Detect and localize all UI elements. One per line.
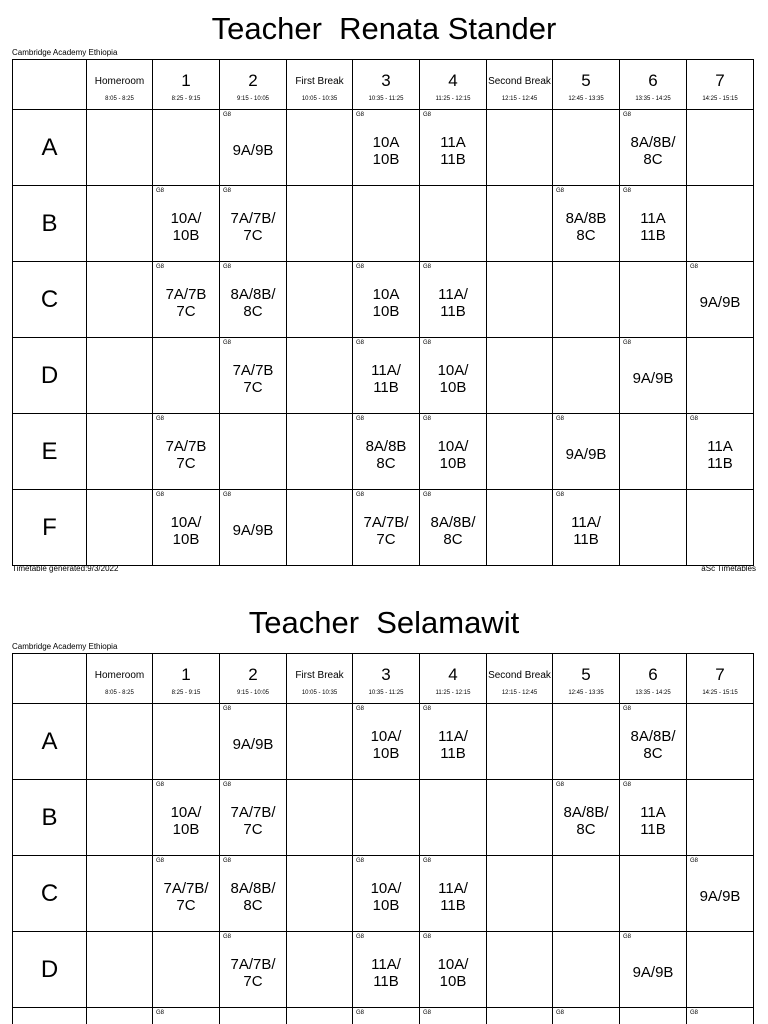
period-name: 1 (181, 664, 191, 684)
timetable-grid (12, 653, 754, 1024)
day-label: C (13, 262, 87, 338)
lesson-cell (353, 856, 420, 932)
period-time: 14:25 - 15:15 (702, 689, 738, 696)
period-header (87, 654, 153, 704)
class-groups: 9A/9B (232, 522, 274, 539)
grade-tag: G8 (690, 416, 699, 422)
lesson-cell (220, 490, 287, 566)
class-groups: 7A/7B 7C (165, 437, 207, 472)
class-groups: 8A/8B 8C (565, 209, 607, 244)
class-groups: 9A/9B (632, 964, 674, 981)
period-time: 12:45 - 13:35 (568, 95, 604, 102)
break-cell (487, 704, 553, 780)
period-header (220, 654, 287, 704)
lesson-cell (687, 186, 754, 262)
class-groups: 9A/9B (699, 888, 741, 905)
lesson-cell (687, 490, 754, 566)
period-time: 11:25 - 12:15 (435, 689, 471, 696)
timetable-sheet-selamawit (0, 594, 768, 1024)
break-cell (487, 262, 553, 338)
class-groups: 7A/7B/ 7C (363, 513, 409, 548)
day-label (13, 1008, 87, 1024)
day-row (13, 1008, 754, 1024)
period-header (420, 654, 487, 704)
school-name: Cambridge Academy Ethiopia (12, 48, 118, 57)
class-groups: 10A/ 10B (170, 209, 202, 244)
period-header (220, 60, 287, 110)
period-time: 14:25 - 15:15 (702, 95, 738, 102)
lesson-cell (153, 856, 220, 932)
period-name: 3 (381, 70, 391, 90)
grade-tag: G8 (156, 264, 165, 270)
class-groups: 11A/ 11B (571, 513, 601, 548)
period-time: 13:35 - 14:25 (635, 95, 671, 102)
break-cell (487, 338, 553, 414)
lesson-cell (220, 1008, 287, 1024)
lesson-cell (553, 186, 620, 262)
day-row (13, 856, 754, 932)
period-name: Second Break (488, 669, 551, 681)
grade-tag: G8 (356, 858, 365, 864)
class-groups: 7A/7B 7C (165, 285, 207, 320)
break-cell (287, 1008, 353, 1024)
period-header (553, 654, 620, 704)
lesson-cell (687, 704, 754, 780)
grade-tag: G8 (623, 934, 632, 940)
grade-tag: G8 (156, 416, 165, 422)
break-cell (487, 414, 553, 490)
lesson-cell (620, 338, 687, 414)
lesson-cell (553, 262, 620, 338)
lesson-cell (620, 932, 687, 1008)
grade-tag: G8 (356, 416, 365, 422)
day-label: C (13, 856, 87, 932)
break-cell (487, 932, 553, 1008)
class-groups: 10A 10B (372, 285, 400, 320)
lesson-cell (420, 414, 487, 490)
day-row (13, 704, 754, 780)
grade-tag: G8 (223, 188, 232, 194)
day-label: B (13, 186, 87, 262)
grade-tag: G8 (556, 188, 565, 194)
period-time: 10:05 - 10:35 (301, 95, 338, 102)
class-groups: 11A 11B (640, 803, 666, 838)
class-groups: 7A/7B 7C (232, 361, 274, 396)
class-groups: 11A/ 11B (438, 879, 468, 914)
lesson-cell (687, 110, 754, 186)
grade-tag: G8 (156, 492, 165, 498)
grade-tag: G8 (356, 112, 365, 118)
period-time: 12:15 - 12:45 (501, 95, 538, 102)
break-cell (287, 110, 353, 186)
period-name: First Break (295, 669, 344, 681)
period-header (353, 654, 420, 704)
break-cell (487, 856, 553, 932)
lesson-cell (220, 338, 287, 414)
day-label: B (13, 780, 87, 856)
grade-tag: G8 (556, 416, 565, 422)
period-header (487, 60, 553, 110)
grade-tag: G8 (690, 1010, 699, 1016)
period-name: 6 (648, 70, 658, 90)
timetable-grid (12, 59, 754, 566)
lesson-cell (87, 856, 153, 932)
grade-tag: G8 (423, 264, 432, 270)
lesson-cell (687, 338, 754, 414)
lesson-cell (553, 338, 620, 414)
lesson-cell (420, 856, 487, 932)
lesson-cell (87, 704, 153, 780)
period-name: 7 (715, 664, 725, 684)
grade-tag: G8 (623, 112, 632, 118)
class-groups: 10A/ 10B (170, 513, 202, 548)
period-header (687, 654, 754, 704)
period-header (353, 60, 420, 110)
grade-tag: G8 (223, 706, 232, 712)
class-groups: 10A/ 10B (170, 803, 202, 838)
lesson-cell (553, 490, 620, 566)
grade-tag: G8 (623, 340, 632, 346)
period-time: 9:15 - 10:05 (236, 689, 270, 696)
lesson-cell (553, 856, 620, 932)
lesson-cell (153, 414, 220, 490)
period-name: First Break (295, 75, 344, 87)
day-label: A (13, 110, 87, 186)
class-groups: 10A 10B (372, 133, 400, 168)
period-name: 3 (381, 664, 391, 684)
lesson-cell (353, 110, 420, 186)
grade-tag: G8 (556, 782, 565, 788)
period-time: 12:45 - 13:35 (568, 689, 604, 696)
class-groups: 9A/9B (565, 446, 607, 463)
period-header (553, 60, 620, 110)
lesson-cell (87, 780, 153, 856)
lesson-cell (620, 262, 687, 338)
class-groups: 10A/ 10B (437, 955, 469, 990)
grade-tag: G8 (423, 858, 432, 864)
grade-tag: G8 (156, 1010, 165, 1016)
grade-tag: G8 (156, 858, 165, 864)
lesson-cell (420, 338, 487, 414)
period-time: 9:15 - 10:05 (236, 95, 270, 102)
break-cell (287, 780, 353, 856)
lesson-cell (153, 1008, 220, 1024)
header-row (13, 60, 754, 110)
lesson-cell (687, 414, 754, 490)
grade-tag: G8 (690, 264, 699, 270)
school-name: Cambridge Academy Ethiopia (12, 642, 118, 651)
grade-tag: G8 (223, 492, 232, 498)
day-label: F (13, 490, 87, 566)
lesson-cell (420, 932, 487, 1008)
lesson-cell (220, 186, 287, 262)
period-time: 8:05 - 8:25 (105, 95, 134, 102)
grade-tag: G8 (423, 706, 432, 712)
grade-tag: G8 (423, 1010, 432, 1016)
lesson-cell (153, 780, 220, 856)
period-name: 7 (715, 70, 725, 90)
class-groups: 11A 11B (440, 133, 466, 168)
lesson-cell (420, 490, 487, 566)
lesson-cell (420, 110, 487, 186)
lesson-cell (220, 704, 287, 780)
lesson-cell (153, 338, 220, 414)
class-groups: 10A/ 10B (437, 437, 469, 472)
lesson-cell (87, 186, 153, 262)
period-time: 10:05 - 10:35 (301, 689, 338, 696)
lesson-cell (420, 780, 487, 856)
timetable-generated-date: Timetable generated:9/3/2022 (12, 564, 119, 573)
lesson-cell (220, 414, 287, 490)
lesson-cell (87, 932, 153, 1008)
class-groups: 7A/7B/ 7C (230, 803, 276, 838)
grade-tag: G8 (223, 264, 232, 270)
break-cell (487, 490, 553, 566)
day-label: E (13, 414, 87, 490)
period-name: Homeroom (94, 669, 145, 681)
lesson-cell (153, 262, 220, 338)
period-header (87, 60, 153, 110)
period-name: Homeroom (94, 75, 145, 87)
break-cell (287, 262, 353, 338)
grade-tag: G8 (356, 1010, 365, 1016)
lesson-cell (220, 932, 287, 1008)
period-header (487, 654, 553, 704)
lesson-cell (153, 932, 220, 1008)
grade-tag: G8 (623, 188, 632, 194)
lesson-cell (687, 1008, 754, 1024)
class-groups: 9A/9B (699, 294, 741, 311)
grade-tag: G8 (223, 112, 232, 118)
grade-tag: G8 (423, 934, 432, 940)
grade-tag: G8 (223, 934, 232, 940)
class-groups: 11A/ 11B (371, 361, 401, 396)
grade-tag: G8 (623, 706, 632, 712)
grade-tag: G8 (356, 706, 365, 712)
class-groups: 8A/8B/ 8C (630, 727, 676, 762)
class-groups: 7A/7B/ 7C (230, 209, 276, 244)
lesson-cell (153, 704, 220, 780)
lesson-cell (687, 780, 754, 856)
lesson-cell (620, 1008, 687, 1024)
lesson-cell (153, 110, 220, 186)
period-name: Second Break (488, 75, 551, 87)
break-cell (487, 1008, 553, 1024)
lesson-cell (220, 262, 287, 338)
lesson-cell (353, 490, 420, 566)
header-row (13, 654, 754, 704)
period-name: 2 (248, 70, 258, 90)
day-row (13, 186, 754, 262)
lesson-cell (353, 186, 420, 262)
lesson-cell (620, 414, 687, 490)
break-cell (287, 704, 353, 780)
class-groups: 11A/ 11B (438, 727, 468, 762)
lesson-cell (87, 1008, 153, 1024)
break-cell (287, 490, 353, 566)
lesson-cell (620, 780, 687, 856)
class-groups: 7A/7B/ 7C (163, 879, 209, 914)
period-time: 8:25 - 9:15 (171, 95, 201, 102)
class-groups: 10A/ 10B (437, 361, 469, 396)
lesson-cell (353, 780, 420, 856)
teacher-title: Teacher Selamawit (248, 605, 520, 640)
day-row (13, 338, 754, 414)
lesson-cell (87, 262, 153, 338)
grade-tag: G8 (423, 492, 432, 498)
lesson-cell (553, 780, 620, 856)
grade-tag: G8 (556, 492, 565, 498)
lesson-cell (220, 856, 287, 932)
class-groups: 11A/ 11B (371, 955, 401, 990)
lesson-cell (420, 186, 487, 262)
day-row (13, 262, 754, 338)
period-header (153, 654, 220, 704)
lesson-cell (353, 338, 420, 414)
lesson-cell (420, 262, 487, 338)
class-groups: 8A/8B/ 8C (563, 803, 609, 838)
class-groups: 8A/8B/ 8C (230, 879, 276, 914)
lesson-cell (620, 490, 687, 566)
grade-tag: G8 (423, 416, 432, 422)
lesson-cell (553, 704, 620, 780)
day-label: D (13, 932, 87, 1008)
grade-tag: G8 (423, 112, 432, 118)
break-cell (287, 856, 353, 932)
period-header (687, 60, 754, 110)
class-groups: 8A/8B 8C (365, 437, 407, 472)
grade-tag: G8 (223, 782, 232, 788)
grade-tag: G8 (223, 340, 232, 346)
break-cell (287, 414, 353, 490)
lesson-cell (620, 186, 687, 262)
grade-tag: G8 (356, 340, 365, 346)
lesson-cell (620, 110, 687, 186)
lesson-cell (420, 704, 487, 780)
period-name: 5 (581, 664, 591, 684)
lesson-cell (687, 262, 754, 338)
period-header (287, 654, 353, 704)
class-groups: 8A/8B/ 8C (430, 513, 476, 548)
day-row (13, 110, 754, 186)
lesson-cell (220, 110, 287, 186)
class-groups: 7A/7B/ 7C (230, 955, 276, 990)
lesson-cell (87, 490, 153, 566)
period-header (287, 60, 353, 110)
class-groups: 8A/8B/ 8C (230, 285, 276, 320)
break-cell (487, 186, 553, 262)
lesson-cell (153, 186, 220, 262)
grade-tag: G8 (690, 858, 699, 864)
class-groups: 10A/ 10B (370, 727, 402, 762)
day-row (13, 932, 754, 1008)
period-time: 10:35 - 11:25 (368, 95, 404, 102)
lesson-cell (687, 932, 754, 1008)
period-time: 8:05 - 8:25 (105, 689, 134, 696)
class-groups: 11A 11B (707, 437, 733, 472)
period-header (420, 60, 487, 110)
grade-tag: G8 (223, 858, 232, 864)
period-time: 11:25 - 12:15 (435, 95, 471, 102)
day-row (13, 490, 754, 566)
teacher-title: Teacher Renata Stander (211, 11, 557, 46)
grade-tag: G8 (423, 340, 432, 346)
class-groups: 11A 11B (640, 209, 666, 244)
grade-tag: G8 (156, 782, 165, 788)
period-name: 4 (448, 664, 458, 684)
break-cell (287, 186, 353, 262)
lesson-cell (87, 338, 153, 414)
grade-tag: G8 (156, 188, 165, 194)
period-header (153, 60, 220, 110)
lesson-cell (153, 490, 220, 566)
class-groups: 9A/9B (232, 736, 274, 753)
class-groups: 10A/ 10B (370, 879, 402, 914)
lesson-cell (220, 780, 287, 856)
corner-cell (13, 60, 87, 110)
lesson-cell (353, 414, 420, 490)
lesson-cell (620, 856, 687, 932)
period-time: 8:25 - 9:15 (171, 689, 201, 696)
class-groups: 9A/9B (232, 142, 274, 159)
class-groups: 11A/ 11B (438, 285, 468, 320)
lesson-cell (553, 932, 620, 1008)
software-credit: aSc Timetables (701, 564, 756, 573)
period-name: 1 (181, 70, 191, 90)
period-header (620, 60, 687, 110)
day-row (13, 780, 754, 856)
day-row (13, 414, 754, 490)
lesson-cell (353, 1008, 420, 1024)
lesson-cell (353, 932, 420, 1008)
lesson-cell (87, 110, 153, 186)
period-time: 10:35 - 11:25 (368, 689, 404, 696)
grade-tag: G8 (356, 934, 365, 940)
lesson-cell (620, 704, 687, 780)
class-groups: 8A/8B/ 8C (630, 133, 676, 168)
period-name: 5 (581, 70, 591, 90)
period-time: 13:35 - 14:25 (635, 689, 671, 696)
grade-tag: G8 (623, 782, 632, 788)
break-cell (487, 780, 553, 856)
break-cell (487, 110, 553, 186)
corner-cell (13, 654, 87, 704)
break-cell (287, 338, 353, 414)
grade-tag: G8 (556, 1010, 565, 1016)
period-name: 2 (248, 664, 258, 684)
grade-tag: G8 (356, 264, 365, 270)
period-time: 12:15 - 12:45 (501, 689, 538, 696)
lesson-cell (420, 1008, 487, 1024)
lesson-cell (687, 856, 754, 932)
period-header (620, 654, 687, 704)
grade-tag: G8 (356, 492, 365, 498)
lesson-cell (553, 1008, 620, 1024)
class-groups: 9A/9B (632, 370, 674, 387)
day-label: D (13, 338, 87, 414)
break-cell (287, 932, 353, 1008)
lesson-cell (353, 704, 420, 780)
lesson-cell (87, 414, 153, 490)
day-label: A (13, 704, 87, 780)
lesson-cell (553, 110, 620, 186)
lesson-cell (353, 262, 420, 338)
period-name: 6 (648, 664, 658, 684)
period-name: 4 (448, 70, 458, 90)
lesson-cell (553, 414, 620, 490)
